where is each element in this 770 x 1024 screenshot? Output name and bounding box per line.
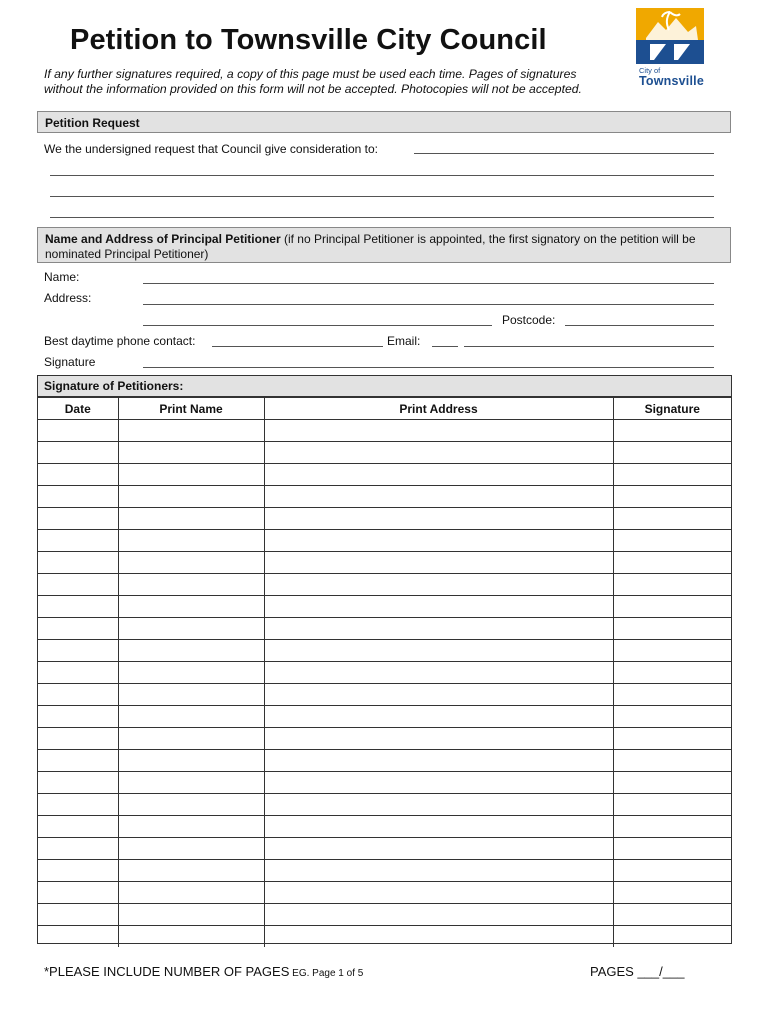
table-row bbox=[38, 530, 731, 552]
signature-cell[interactable] bbox=[613, 772, 731, 794]
petitioners-table bbox=[38, 397, 731, 947]
print-address-cell[interactable] bbox=[264, 684, 613, 706]
date-cell[interactable] bbox=[38, 816, 118, 838]
table-row bbox=[38, 860, 731, 882]
print-address-cell[interactable] bbox=[264, 508, 613, 530]
date-cell[interactable] bbox=[38, 464, 118, 486]
date-cell[interactable] bbox=[38, 838, 118, 860]
signature-label: Signature bbox=[44, 355, 96, 369]
print-name-cell[interactable] bbox=[118, 926, 264, 948]
print-address-cell[interactable] bbox=[264, 486, 613, 508]
request-line-4[interactable] bbox=[50, 217, 714, 218]
column-header-print-address: Print Address bbox=[264, 398, 613, 420]
print-name-cell[interactable] bbox=[118, 486, 264, 508]
principal-petitioner-heading bbox=[37, 227, 731, 263]
principal-heading-note: (if no Principal Petitioner is appointed, the first signatory on the petition will be nominated Principal Petitioner) bbox=[45, 232, 696, 261]
print-address-cell[interactable] bbox=[264, 552, 613, 574]
signature-cell[interactable] bbox=[613, 706, 731, 728]
petition-request-heading: Petition Request bbox=[37, 111, 731, 133]
page-title: Petition to Townsville City Council bbox=[70, 24, 547, 56]
signature-cell[interactable] bbox=[613, 508, 731, 530]
print-name-cell[interactable] bbox=[118, 508, 264, 530]
date-cell[interactable] bbox=[38, 904, 118, 926]
table-row bbox=[38, 750, 731, 772]
phone-label: Best daytime phone contact: bbox=[44, 334, 196, 348]
signature-cell[interactable] bbox=[613, 882, 731, 904]
table-row bbox=[38, 772, 731, 794]
table-row bbox=[38, 552, 731, 574]
print-address-cell[interactable] bbox=[264, 838, 613, 860]
address-field-line-2[interactable] bbox=[143, 325, 492, 326]
table-row bbox=[38, 464, 731, 486]
signature-cell[interactable] bbox=[613, 728, 731, 750]
table-header-row bbox=[38, 398, 731, 420]
print-name-cell[interactable] bbox=[118, 904, 264, 926]
date-cell[interactable] bbox=[38, 618, 118, 640]
date-cell[interactable] bbox=[38, 596, 118, 618]
print-address-cell[interactable] bbox=[264, 794, 613, 816]
table-row bbox=[38, 882, 731, 904]
signature-cell[interactable] bbox=[613, 838, 731, 860]
table-row bbox=[38, 486, 731, 508]
signature-cell[interactable] bbox=[613, 530, 731, 552]
intro-line-2: without the information provided on this form will not be accepted. Photocopies will not be accepted. bbox=[44, 81, 582, 96]
table-row bbox=[38, 508, 731, 530]
footer-note bbox=[44, 964, 363, 979]
email-field-part-2[interactable] bbox=[464, 346, 714, 347]
footer-pages-instruction: *PLEASE INCLUDE NUMBER OF PAGES bbox=[44, 964, 290, 979]
print-name-cell[interactable] bbox=[118, 750, 264, 772]
print-name-cell[interactable] bbox=[118, 838, 264, 860]
date-cell[interactable] bbox=[38, 530, 118, 552]
signature-table-heading: Signature of Petitioners: bbox=[38, 376, 731, 397]
print-name-cell[interactable] bbox=[118, 618, 264, 640]
table-row bbox=[38, 574, 731, 596]
print-name-cell[interactable] bbox=[118, 420, 264, 442]
column-header-print-name: Print Name bbox=[118, 398, 264, 420]
date-cell[interactable] bbox=[38, 574, 118, 596]
intro-line-1: If any further signatures required, a copy of this page must be used each time. Pages of signatures bbox=[44, 67, 577, 81]
print-name-cell[interactable] bbox=[118, 882, 264, 904]
signature-cell[interactable] bbox=[613, 860, 731, 882]
print-name-cell[interactable] bbox=[118, 684, 264, 706]
table-row bbox=[38, 420, 731, 442]
table-row bbox=[38, 816, 731, 838]
print-name-cell[interactable] bbox=[118, 728, 264, 750]
print-address-cell[interactable] bbox=[264, 772, 613, 794]
signature-cell[interactable] bbox=[613, 926, 731, 948]
signature-cell[interactable] bbox=[613, 486, 731, 508]
signature-cell[interactable] bbox=[613, 552, 731, 574]
print-address-cell[interactable] bbox=[264, 706, 613, 728]
print-address-cell[interactable] bbox=[264, 420, 613, 442]
request-line-1[interactable] bbox=[414, 153, 714, 154]
request-line-3[interactable] bbox=[50, 196, 714, 197]
date-cell[interactable] bbox=[38, 794, 118, 816]
table-row bbox=[38, 728, 731, 750]
print-address-cell[interactable] bbox=[264, 860, 613, 882]
date-cell[interactable] bbox=[38, 684, 118, 706]
print-address-cell[interactable] bbox=[264, 618, 613, 640]
print-address-cell[interactable] bbox=[264, 596, 613, 618]
signature-cell[interactable] bbox=[613, 684, 731, 706]
table-row bbox=[38, 596, 731, 618]
signature-cell[interactable] bbox=[613, 640, 731, 662]
date-cell[interactable] bbox=[38, 420, 118, 442]
signature-cell[interactable] bbox=[613, 904, 731, 926]
table-row bbox=[38, 838, 731, 860]
logo-wordmark bbox=[639, 66, 704, 86]
date-cell[interactable] bbox=[38, 442, 118, 464]
signature-cell[interactable] bbox=[613, 662, 731, 684]
date-cell[interactable] bbox=[38, 728, 118, 750]
table-row bbox=[38, 706, 731, 728]
print-name-cell[interactable] bbox=[118, 640, 264, 662]
signature-cell[interactable] bbox=[613, 420, 731, 442]
date-cell[interactable] bbox=[38, 772, 118, 794]
print-name-cell[interactable] bbox=[118, 860, 264, 882]
address-field-line-1[interactable] bbox=[143, 304, 714, 305]
print-address-cell[interactable] bbox=[264, 574, 613, 596]
signature-cell[interactable] bbox=[613, 618, 731, 640]
table-row bbox=[38, 662, 731, 684]
date-cell[interactable] bbox=[38, 508, 118, 530]
print-address-cell[interactable] bbox=[264, 926, 613, 948]
date-cell[interactable] bbox=[38, 486, 118, 508]
signature-cell[interactable] bbox=[613, 464, 731, 486]
print-address-cell[interactable] bbox=[264, 662, 613, 684]
print-name-cell[interactable] bbox=[118, 596, 264, 618]
signature-cell[interactable] bbox=[613, 596, 731, 618]
request-lead-text: We the undersigned request that Council give consideration to: bbox=[44, 142, 378, 156]
print-address-cell[interactable] bbox=[264, 464, 613, 486]
name-field[interactable] bbox=[143, 283, 714, 284]
postcode-field[interactable] bbox=[565, 325, 714, 326]
date-cell[interactable] bbox=[38, 882, 118, 904]
print-name-cell[interactable] bbox=[118, 706, 264, 728]
signature-cell[interactable] bbox=[613, 750, 731, 772]
column-header-signature: Signature bbox=[613, 398, 731, 420]
table-row bbox=[38, 926, 731, 948]
intro-text bbox=[44, 67, 634, 96]
name-label: Name: bbox=[44, 270, 80, 284]
date-cell[interactable] bbox=[38, 662, 118, 684]
date-cell[interactable] bbox=[38, 750, 118, 772]
logo-city-text: City of bbox=[639, 66, 661, 75]
print-name-cell[interactable] bbox=[118, 772, 264, 794]
table-row bbox=[38, 684, 731, 706]
phone-field[interactable] bbox=[212, 346, 383, 347]
print-name-cell[interactable] bbox=[118, 816, 264, 838]
date-cell[interactable] bbox=[38, 860, 118, 882]
email-field-part-1[interactable] bbox=[432, 346, 458, 347]
date-cell[interactable] bbox=[38, 552, 118, 574]
postcode-label: Postcode: bbox=[502, 313, 556, 327]
print-address-cell[interactable] bbox=[264, 640, 613, 662]
date-cell[interactable] bbox=[38, 926, 118, 948]
principal-heading-bold: Name and Address of Principal Petitioner bbox=[45, 232, 281, 246]
footer-pages-count[interactable]: PAGES ___/___ bbox=[590, 964, 685, 979]
print-name-cell[interactable] bbox=[118, 442, 264, 464]
print-address-cell[interactable] bbox=[264, 882, 613, 904]
print-name-cell[interactable] bbox=[118, 464, 264, 486]
table-row bbox=[38, 904, 731, 926]
print-address-cell[interactable] bbox=[264, 728, 613, 750]
date-cell[interactable] bbox=[38, 640, 118, 662]
signature-cell[interactable] bbox=[613, 816, 731, 838]
footer-example: EG. Page 1 of 5 bbox=[289, 968, 364, 979]
signature-cell[interactable] bbox=[613, 442, 731, 464]
print-name-cell[interactable] bbox=[118, 552, 264, 574]
print-address-cell[interactable] bbox=[264, 904, 613, 926]
table-row bbox=[38, 794, 731, 816]
signature-table bbox=[37, 375, 732, 944]
print-name-cell[interactable] bbox=[118, 794, 264, 816]
table-row bbox=[38, 618, 731, 640]
print-address-cell[interactable] bbox=[264, 442, 613, 464]
email-label: Email: bbox=[387, 334, 421, 348]
address-label: Address: bbox=[44, 291, 92, 305]
print-name-cell[interactable] bbox=[118, 530, 264, 552]
request-line-2[interactable] bbox=[50, 175, 714, 176]
table-row bbox=[38, 640, 731, 662]
date-cell[interactable] bbox=[38, 706, 118, 728]
print-address-cell[interactable] bbox=[264, 816, 613, 838]
print-name-cell[interactable] bbox=[118, 662, 264, 684]
print-address-cell[interactable] bbox=[264, 750, 613, 772]
print-name-cell[interactable] bbox=[118, 574, 264, 596]
table-row bbox=[38, 442, 731, 464]
print-address-cell[interactable] bbox=[264, 530, 613, 552]
signature-cell[interactable] bbox=[613, 794, 731, 816]
logo-name-text: Townsville bbox=[639, 74, 704, 88]
signature-field[interactable] bbox=[143, 367, 714, 368]
signature-cell[interactable] bbox=[613, 574, 731, 596]
column-header-date: Date bbox=[38, 398, 118, 420]
